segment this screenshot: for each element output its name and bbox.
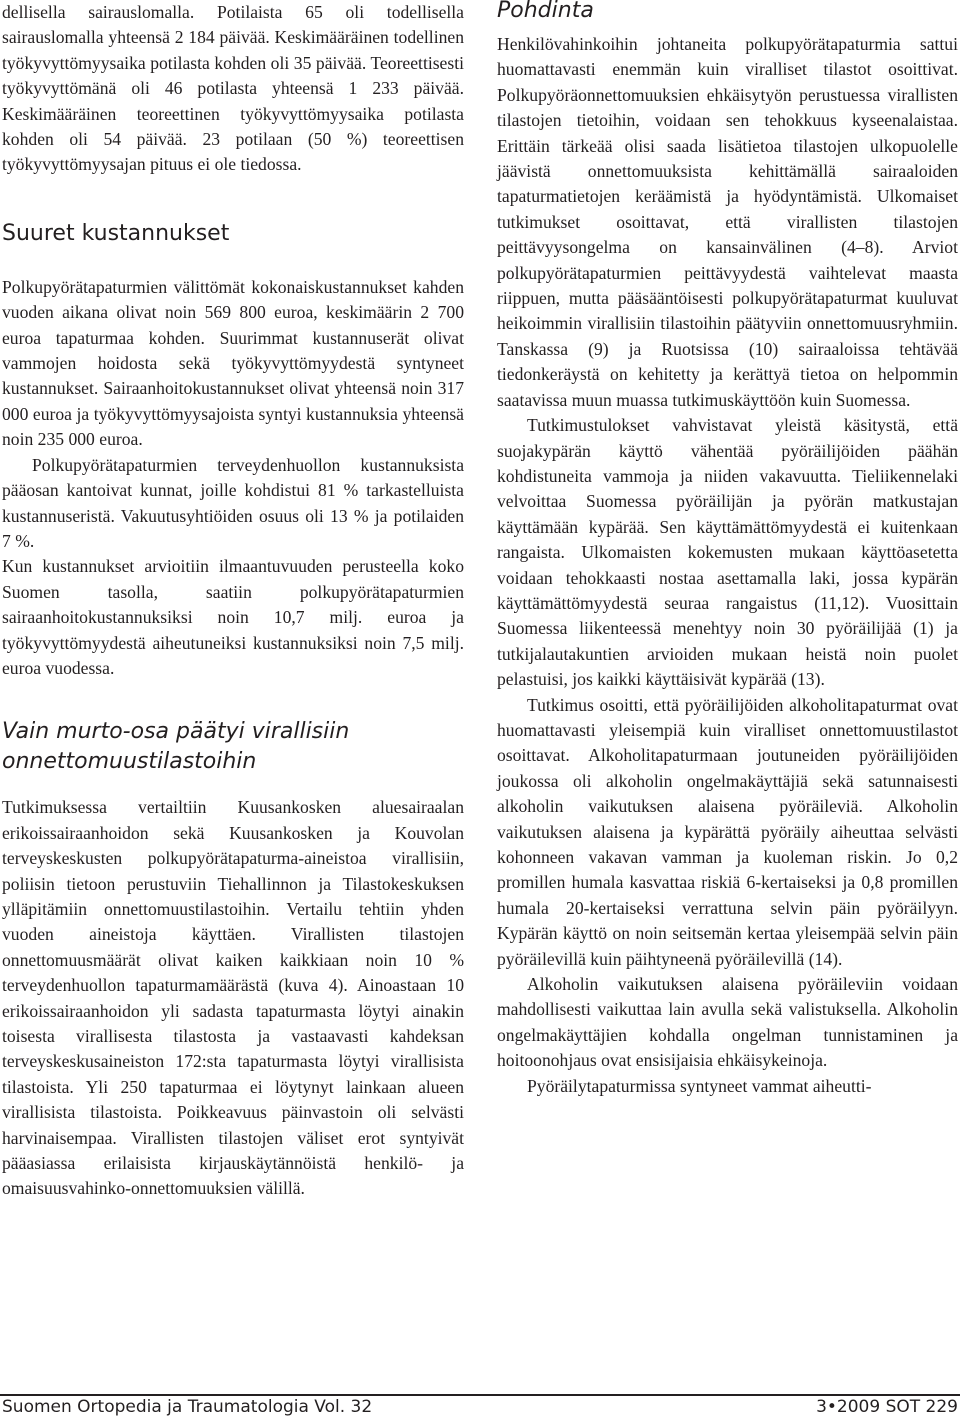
discussion-paragraph-3: Tutkimus osoitti, että pyöräilijöiden alkoholitapaturmat ovat huomattavasti yleisempiä kuin viralliset onnettomuustilastot osoittavat. Alkoholitapaturmaan joutuneiden pyöräilijöiden joukossa oli alkoholin ongelmakäyttäjiä sekä satunnaisesti alkoholin vaikutuksen alaisena pyöräileviä. Alkoholin vaikutuksen alaisena ja kypärättä pyöräily aiheuttaa selvästi kohonneen vakavan vamman ja kuoleman riskin. Jo 0,2 promillen humala kasvattaa riskiä 6-kertaiseksi ja 0,8 promillen humala 20-kertaiseksi verrattuna selvin päin pyöräilyyn. Kypärän käyttö on noin seitsemän kertaa yleisempää selvin päin pyöräilevillä kuin päihtyneenä pyöräilevillä (14). xyxy=(497,694,958,969)
costs-paragraph-3: Kun kustannukset arvioitiin ilmaantuvuuden perusteella koko Suomen tasolla, saatiin polkupyörätapaturmien sairaanhoitokustannuksiksi noin 10,7 milj. euroa ja työkyvyttömyydestä aiheutuneiksi kustannuksiksi noin 7,5 milj. euroa vuodessa. xyxy=(2,556,464,678)
section-heading-costs: Suuret kustannukset xyxy=(2,220,230,246)
discussion-paragraph-2: Tutkimustulokset vahvistavat yleistä käsitystä, että suojakypärän käyttö vähentää pyöräilijöiden päähän kohdistuneita vammoja ja niiden vakavuutta. Tieliikennelaki velvoittaa Suomessa pyöräilijän ja pyörän matkustajan käyttämään kypärää. Sen käyttämättömyydestä ei kuitenkaan rangaista. Ulkomaisten kokemusten mukaan käyttöasetetta voidaan tehokkaasti nostaa asettamalla laki, jossa kypärän käyttämättömyydestä seuraa rangaistus (11,12). Vuosittain Suomessa liikenteessä menehtyy noin 30 pyöräilijää (1) ja tutkijalautakuntien arvioiden mukaan heistä noin puolet pelastuisi, jos kaikki käyttäisivät kypärää (13). xyxy=(497,415,958,690)
costs-paragraph-2: Polkupyörätapaturmien terveydenhuollon kustannuksista pääosan kantoivat kunnat, joille kohdistui 81 % tarkastelluista kustannuseristä. Vakuutusyhtiöiden osuus oli 13 % ja potilaiden 7 %. xyxy=(2,454,464,551)
discussion-paragraph-5: Pyöräilytapaturmissa syntyneet vammat aiheutti- xyxy=(527,1075,872,1096)
costs-paragraph-1: Polkupyörätapaturmien välittömät kokonaiskustannukset kahden vuoden aikana olivat noin 569 800 euroa, keskimäärin 2 700 euroa tapaturmaa kohden. Suurimmat kustannuserät olivat vammojen hoidosta sekä työkyvyttömyydestä syntyneet kustannukset. Sairaanhoitokustannukset olivat yhteensä noin 317 000 euroa ja työkyvyttömyysajoista syntyi kustannuksia yhteensä noin 235 000 euroa. xyxy=(2,276,464,450)
right-column xyxy=(497,0,958,1099)
section-heading-discussion: Pohdinta xyxy=(497,0,594,23)
journal-name: Suomen Ortopedia ja Traumatologia Vol. 32 xyxy=(2,1397,373,1417)
discussion-paragraph-1: Henkilövahinkoihin johtaneita polkupyörätapaturmia sattui huomattavasti enemmän kuin viralliset tilastot osoittivat. Polkupyöräonnettomuuksien ehkäisytyön perustuessa virallisten tilastojen tietoihin, voidaan sen tehokkuus kyseenalaistaa. Erittäin tärkeää olisi saada lisätietoa tilastojen ulkopuolelle jäävistä onnettomuuksista kehittämällä sairaaloiden tapaturmatietojen keräämistä ja hyödyntämistä. Ulkomaiset tutkimukset osoittavat, että virallisten tilastojen peittävyysongelma on kansainvälinen (4–8). Arviot polkupyörätapaturmien peittävyydestä vaihtelevat maasta riippuen, mutta pääsääntöisesti polkupyörätapaturmat kuuluvat heikoimmin virallisiin tilastoihin päätyviin onnettomuusryhmiin. Tanskassa (9) ja Ruotsissa (10) sairaaloissa tehtävää tiedonkeräystä on kehitetty ja kerättyä tietoa on helpommin saatavissa muun muassa tutkimuskäyttöön kuin Suomessa. xyxy=(497,34,958,410)
discussion-paragraph-4: Alkoholin vaikutuksen alaisena pyöräileviin voidaan mahdollisesti vaikuttaa lain avulla sekä valistuksella. Alkoholin ongelmakäyttäjien kohdalla ongelman tunnistaminen ja hoitoonohjaus ovat ensisijaisia ehkäisykeinoja. xyxy=(497,974,958,1071)
section-heading-statistics: Vain murto-osa päätyi virallisiin onnettomuustilastoihin xyxy=(2,719,350,775)
issue-page-number: 3•2009 SOT 229 xyxy=(816,1397,958,1417)
left-column xyxy=(2,0,464,1202)
intro-paragraph: dellisella sairauslomalla. Potilaista 65 oli todellisella sairauslomalla yhteensä 2 184 päivää. Keskimääräinen todellinen työkyvyttömyysaika potilasta kohden oli 35 päivää. Teoreettisesti työkyvyttömänä oli 46 potilasta yhteensä 1 233 päivää. Keskimääräinen teoreettinen työkyvyttömyysaika potilasta kohden oli 54 päivää. 23 potilaan (50 %) teoreettisen työkyvyttömyysajan pituus ei ole tiedossa. xyxy=(2,2,464,175)
page-footer xyxy=(0,1394,960,1418)
statistics-paragraph: Tutkimuksessa vertailtiin Kuusankosken aluesairaalan erikoissairaanhoidon sekä Kuusankosken ja Kouvolan terveyskeskusten polkupyörätapaturma-aineistoa virallisiin, poliisin tietoon perustuviin Tiehallinnon ja Tilastokeskuksen ylläpitämiin onnettomuustilastoihin. Vertailu tehtiin yhden vuoden aineistoja käyttäen. Virallisten tilastojen onnettomuusmäärät olivat kaiken kaikkiaan noin 10 % terveydenhuollon tapaturmamäärästä (kuva 4). Ainoastaan 10 erikoissairaanhoidon yli sadasta tapaturmasta löytyi ainakin toisesta virallisesta tilastosta ja vastaavasti kahdeksan terveyskeskusaineiston 172:sta tapaturmasta löytyi virallisista tilastoista. Yli 250 tapaturmaa ei löytynyt lainkaan alueen virallisista tilastoista. Poikkeavuus päinvastoin oli selvästi harvinaisempaa. Virallisten tilastojen väliset erot syntyivät pääasiassa erilaisista kirjauskäytännöistä henkilö- ja omaisuusvahinko-onnettomuuksien välillä. xyxy=(2,797,464,1199)
